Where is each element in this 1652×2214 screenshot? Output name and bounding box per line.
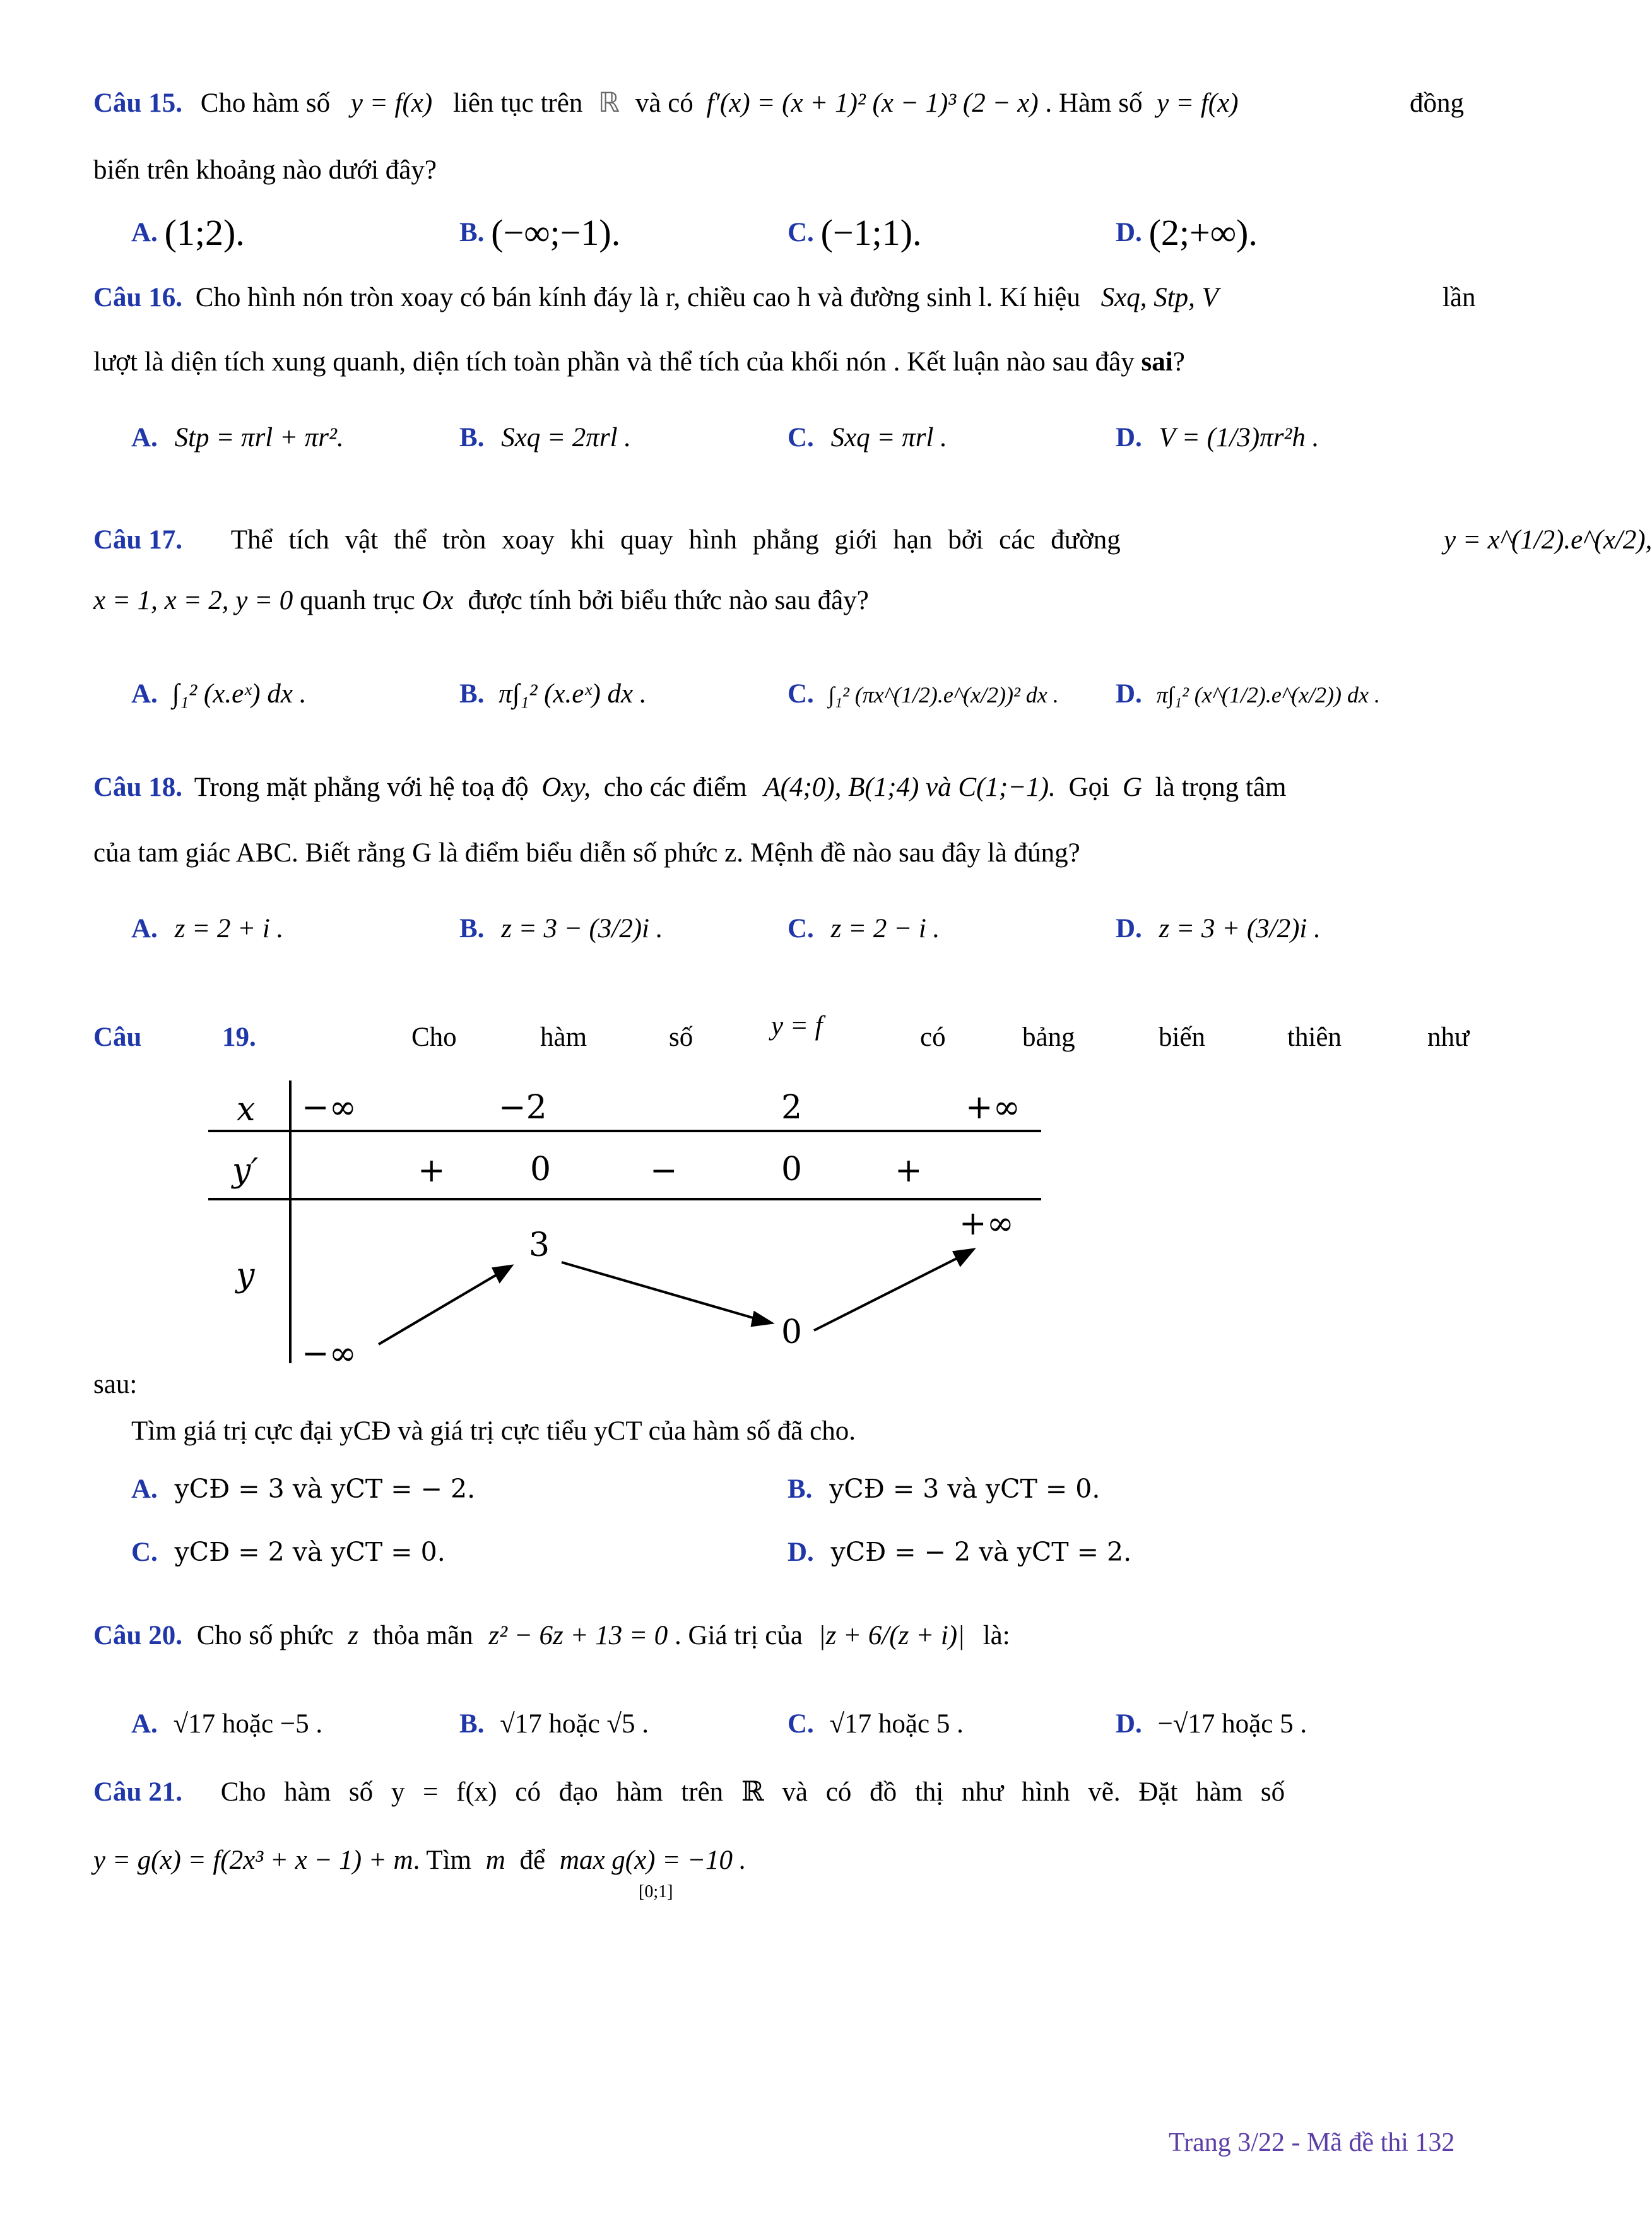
table-y-neg-inf: −∞ <box>302 1335 357 1373</box>
q18-option-c[interactable]: C. z = 2 − i . <box>788 914 940 944</box>
q21-label: Câu 21. <box>93 1777 182 1807</box>
table-y-max: 3 <box>529 1226 550 1264</box>
q15-option-c[interactable]: C. (−1;1). <box>788 212 922 253</box>
table-y-label: y <box>236 1257 255 1294</box>
q17-option-d[interactable]: D. π∫₁² (x^(1/2).e^(x/2)) dx . <box>1116 679 1380 709</box>
q16-label: Câu 16. <box>93 283 182 312</box>
real-set: ℝ <box>598 87 620 119</box>
q19-func: y = f <box>771 1011 823 1041</box>
q20-expression: |z + 6/(z + i)| <box>818 1621 965 1650</box>
q16-line1: Câu 16. Cho hình nón tròn xoay có bán kính đáy là r, chiều cao h và đường sinh l. Kí hiệu Sxq, Stp, V lần <box>93 283 1476 312</box>
q19-word: hàm <box>540 1022 587 1052</box>
table-yprime-sign: + <box>895 1152 923 1190</box>
q15-line2: biến trên khoảng nào dưới đây? <box>93 155 437 185</box>
table-yprime-sign: + <box>418 1152 445 1190</box>
table-x-label: x <box>237 1091 256 1128</box>
q16-option-d[interactable]: D. V = (1/3)πr²h . <box>1116 423 1319 453</box>
q17-line1: Câu 17. Thể tích vật thể tròn xoay khi quay hình phẳng giới hạn bởi các đường y = x^(1/2).e^(x/2), <box>93 525 1652 555</box>
q16-option-c[interactable]: C. Sxq = πrl . <box>788 423 947 453</box>
q15-option-d[interactable]: D. (2;+∞). <box>1116 212 1258 253</box>
q19-word: biến <box>1159 1022 1206 1052</box>
arrow-increasing <box>814 1257 959 1330</box>
q20-option-d[interactable]: D. −√17 hoặc 5 . <box>1116 1709 1307 1739</box>
q19-number: 19. <box>222 1022 256 1052</box>
q20-option-a[interactable]: A. √17 hoặc −5 . <box>131 1709 323 1739</box>
table-x-neg-inf: −∞ <box>302 1089 357 1127</box>
arrow-increasing <box>379 1274 499 1344</box>
q21-line2: y = g(x) = f(2x³ + x − 1) + m. Tìm m để max g(x) = −10 . <box>93 1845 746 1875</box>
q19-word: thiên <box>1287 1022 1342 1052</box>
q19-option-c[interactable]: C. yCĐ = 2 và yCT = 0. <box>131 1537 445 1567</box>
q20-label: Câu 20. <box>93 1621 182 1650</box>
arrow-head <box>752 1313 771 1325</box>
q19-after-table: sau: <box>93 1370 138 1399</box>
q20-equation: z² − 6z + 13 = 0 <box>488 1621 668 1650</box>
q18-points: A(4;0), B(1;4) và C(1;−1). <box>764 773 1056 802</box>
q17-line2: x = 1, x = 2, y = 0 quanh trục Ox được tính bởi biểu thức nào sau đây? <box>93 586 869 615</box>
q19-word: có <box>920 1022 946 1052</box>
q15-option-b[interactable]: B. (−∞;−1). <box>459 212 621 253</box>
q21-line1: Câu 21. Cho hàm số y = f(x) có đạo hàm trên ℝ và có đồ thị như hình vẽ. Đặt hàm số <box>93 1777 1285 1807</box>
q15-derivative: f′(x) = (x + 1)² (x − 1)³ (2 − x) <box>706 88 1039 118</box>
q17-option-b[interactable]: B. π∫₁² (x.eˣ) dx . <box>459 679 647 709</box>
table-y-min: 0 <box>781 1313 803 1351</box>
arrow-decreasing <box>562 1262 757 1319</box>
q19-word: số <box>669 1022 693 1052</box>
q15-func: y = f(x) <box>350 88 433 118</box>
q20-line1: Câu 20. Cho số phức z thỏa mãn z² − 6z + 13 = 0 . Giá trị của |z + 6/(z + i)| là: <box>93 1621 1010 1650</box>
q16-option-b[interactable]: B. Sxq = 2πrl . <box>459 423 632 453</box>
q16-line2: lượt là diện tích xung quanh, diện tích toàn phần và thể tích của khối nón . Kết luận nào sau đây sai? <box>93 347 1185 377</box>
q16-option-a[interactable]: A. Stp = πrl + πr². <box>131 423 344 453</box>
table-y-pos-inf: +∞ <box>959 1205 1014 1243</box>
q19-option-b[interactable]: B. yCĐ = 3 và yCT = 0. <box>788 1474 1100 1504</box>
table-yprime-zero: 0 <box>530 1151 552 1188</box>
page-footer: Trang 3/22 - Mã đề thi 132 <box>1169 2128 1455 2157</box>
q20-option-c[interactable]: C. √17 hoặc 5 . <box>788 1709 964 1739</box>
table-x-2: 2 <box>781 1089 803 1127</box>
q17-label: Câu 17. <box>93 525 182 555</box>
q16-symbols: Sxq, Stp, V <box>1100 283 1218 312</box>
q18-line1: Câu 18. Trong mặt phẳng với hệ toạ độ Oxy, cho các điểm A(4;0), B(1;4) và C(1;−1). Gọi G là trọng tâm <box>93 773 1287 802</box>
q18-label: Câu 18. <box>93 773 182 802</box>
q19-word: Cho <box>411 1022 457 1052</box>
arrow-head <box>493 1266 511 1281</box>
q20-option-b[interactable]: B. √17 hoặc √5 . <box>459 1709 649 1739</box>
arrow-head <box>954 1250 973 1265</box>
q19-label: Câu <box>93 1022 142 1052</box>
q21-max-domain: [0;1] <box>639 1882 673 1902</box>
q17-option-a[interactable]: A. ∫₁² (x.eˣ) dx . <box>131 679 307 709</box>
q15-option-a[interactable]: A. (1;2). <box>131 212 245 253</box>
q17-curve: y = x^(1/2).e^(x/2), <box>1444 525 1652 555</box>
q19-option-a[interactable]: A. yCĐ = 3 và yCT = − 2. <box>131 1474 476 1504</box>
q18-option-b[interactable]: B. z = 3 − (3/2)i . <box>459 914 663 944</box>
table-x-minus2: −2 <box>499 1089 547 1127</box>
table-yprime-zero: 0 <box>781 1151 803 1188</box>
table-x-pos-inf: +∞ <box>965 1089 1020 1127</box>
q18-option-a[interactable]: A. z = 2 + i . <box>131 914 284 944</box>
q18-option-d[interactable]: D. z = 3 + (3/2)i . <box>1116 914 1321 944</box>
q17-option-c[interactable]: C. ∫₁² (πx^(1/2).e^(x/2))² dx . <box>788 679 1059 709</box>
q15-label: Câu 15. <box>93 88 182 118</box>
q21-max: max g(x) = −10 . <box>559 1845 746 1875</box>
table-yprime-label: y′ <box>232 1152 259 1190</box>
q15-line1: Câu 15. Cho hàm số y = f(x) liên tục trên ℝ và có f′(x) = (x + 1)² (x − 1)³ (2 − x) . Hàm số y = f(x) đồng <box>93 87 1464 119</box>
q19-word: như <box>1427 1022 1470 1052</box>
q19-word: bảng <box>1022 1022 1075 1052</box>
q21-gfunc: y = g(x) = f(2x³ + x − 1) + m <box>93 1845 413 1875</box>
q16-keyword-sai: sai <box>1141 347 1173 377</box>
q19-option-d[interactable]: D. yCĐ = − 2 và yCT = 2. <box>788 1537 1132 1567</box>
q15-func2: y = f(x) <box>1157 88 1239 118</box>
q19-ask: Tìm giá trị cực đại yCĐ và giá trị cực tiểu yCT của hàm số đã cho. <box>131 1416 856 1446</box>
table-yprime-sign: − <box>650 1152 678 1190</box>
q18-line2: của tam giác ABC. Biết rằng G là điểm biểu diễn số phức z. Mệnh đề nào sau đây là đúng? <box>93 838 1080 868</box>
